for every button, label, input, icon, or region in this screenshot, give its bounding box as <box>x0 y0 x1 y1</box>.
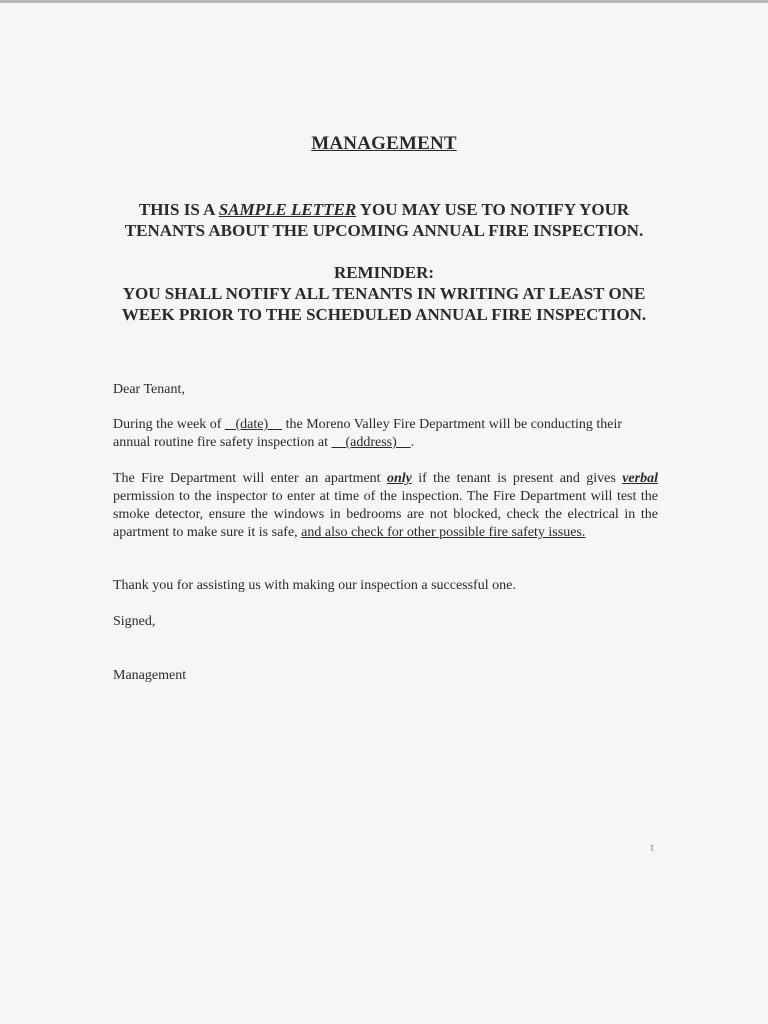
verbal-emphasis: verbal <box>622 471 658 486</box>
reminder-text: YOU SHALL NOTIFY ALL TENANTS IN WRITING AT LEAST ONE WEEK PRIOR TO THE SCHEDULED ANNUAL FIRE INSPECTION. <box>121 284 647 324</box>
reminder-heading: REMINDER: <box>333 263 435 282</box>
signed-line: Signed, <box>113 614 156 629</box>
inspection-text-b: if the tenant is present and gives <box>411 471 623 486</box>
salutation: Dear Tenant, <box>113 382 185 397</box>
signature-management: Management <box>113 668 187 683</box>
inspection-text-a: The Fire Department will enter an apartment <box>113 471 387 486</box>
thanks-line: Thank you for assisting us with making our inspection a successful one. <box>113 578 516 593</box>
scan-speck: ɽ <box>651 842 654 851</box>
inspection-underlined: and also check for other possible fire safety issues. <box>301 525 586 540</box>
schedule-text-c: . <box>410 435 415 450</box>
notice-emphasis: SAMPLE LETTER <box>218 200 357 219</box>
paragraph-inspection <box>113 470 658 542</box>
date-blank: (date) <box>224 417 283 432</box>
sample-letter-notice <box>100 199 668 241</box>
reminder-block <box>100 262 668 325</box>
notice-prefix: THIS IS A <box>138 200 219 219</box>
address-blank: (address) <box>331 435 411 450</box>
schedule-text-b: the Moreno Valley Fire Department will be conducting their annual routine fire safety inspection at <box>113 417 623 450</box>
page-title: MANAGEMENT <box>311 133 457 154</box>
paragraph-schedule <box>113 416 658 452</box>
schedule-text-a: During the week of <box>113 417 225 432</box>
notice-suffix: YOU MAY USE TO NOTIFY YOUR TENANTS ABOUT THE UPCOMING ANNUAL FIRE INSPECTION. <box>124 200 644 240</box>
inspection-text-c: permission to the inspector to enter at time of the inspection. The Fire Department will test the smoke detector, ensure the windows in bedrooms are not blocked, check the electrical in the apartment to make sure it is safe, <box>113 489 658 540</box>
only-emphasis: only <box>386 471 412 486</box>
